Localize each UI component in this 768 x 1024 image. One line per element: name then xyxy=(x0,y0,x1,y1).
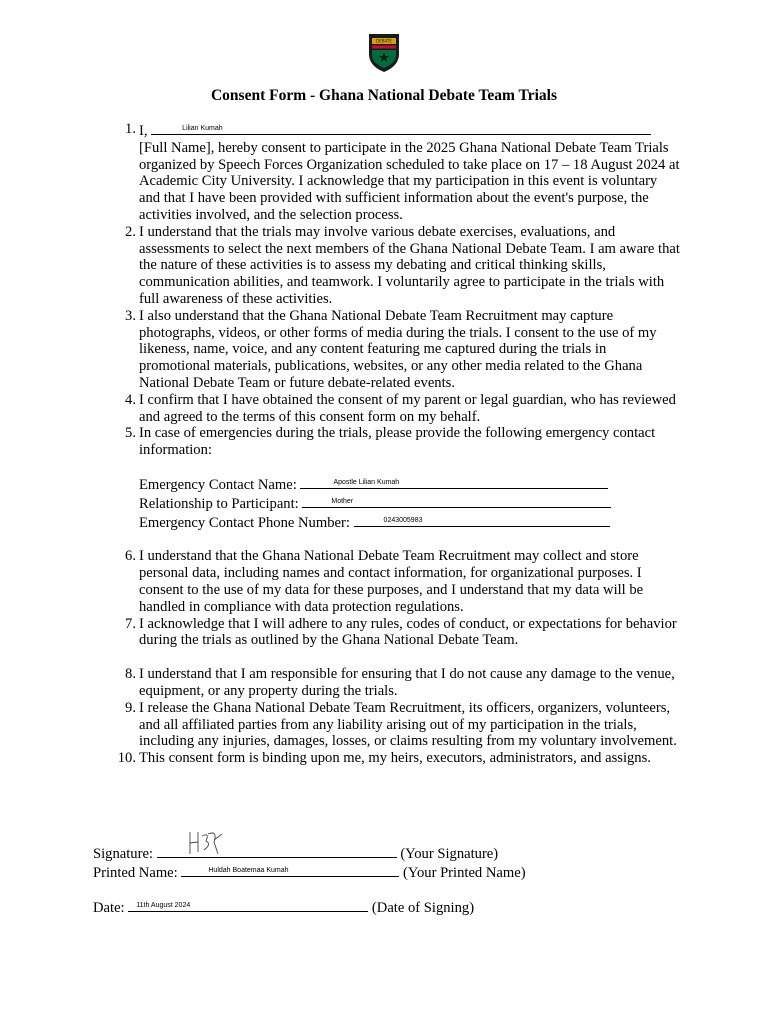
relationship-field[interactable]: Mother xyxy=(302,494,611,508)
relationship-label: Relationship to Participant: xyxy=(139,495,299,512)
phone-label: Emergency Contact Phone Number: xyxy=(139,514,350,531)
consent-items xyxy=(110,121,680,767)
list-item: 8. I understand that I am responsible for ensuring that I do not cause any damage to the venue, equipment, or any property during the trials. xyxy=(125,666,675,699)
signature-field[interactable] xyxy=(157,844,397,858)
list-item: 1. I, Lilian Kumah [Full Name], hereby consent to participate in the 2025 Ghana National Debate Team Trials organized by Speech Forces Organization scheduled to take place on 17 – 18 August 2024 at Academic City University. I acknowledge that my participation in this event is voluntary and that I have been provided with sufficient information about the event's purpose, the activities involved, and the selection process. xyxy=(125,121,680,223)
svg-text:DEBATE: DEBATE xyxy=(376,38,392,44)
emergency-contact xyxy=(139,475,680,531)
list-item: 4. I confirm that I have obtained the consent of my parent or legal guardian, who has reviewed and agreed to the terms of this consent form on my behalf. xyxy=(125,391,676,425)
date-label: Date: xyxy=(93,900,125,916)
printed-name-label: Printed Name: xyxy=(93,865,178,881)
list-item: 3. I also understand that the Ghana National Debate Team Recruitment may capture photographs, videos, or other forms of media during the trials. I consent to the use of my likeness, name, voice, and any content featuring me captured during the trials in promotional materials, publications, websites, or any other media related to the Ghana National Debate Team or future debate-related events. xyxy=(125,307,657,391)
page-title: Consent Form - Ghana National Debate Team Trials xyxy=(210,87,558,104)
full-name-value: Lilian Kumah xyxy=(182,125,223,132)
list-item: 10. This consent form is binding upon me, my heirs, executors, administrators, and assigns. xyxy=(117,750,651,767)
list-item: 6. I understand that the Ghana National Debate Team Recruitment may collect and store personal data, including names and contact information, for organizational purposes. I consent to the use of my data for these purposes, and I understand that my data will be handled in compliance with data protection regulations. xyxy=(125,548,644,615)
list-item: 2. I understand that the trials may involve various debate exercises, evaluations, and assessments to select the next members of the Ghana National Debate Team. I am aware that the nature of these activities is to assess my debating and critical thinking skills, communication abilities, and teamwork. I voluntarily agree to participate in the trials with full awareness of these activities. xyxy=(125,223,680,307)
full-name-field[interactable] xyxy=(151,121,651,135)
list-item: 5. In case of emergencies during the trials, please provide the following emergency contact information: Emergency Contact Name: Apostle Lilian Kumah Relationship to Participant: Mother Emergency Contact Phone Number: 0243005983 xyxy=(110,425,680,548)
emergency-name-label: Emergency Contact Name: xyxy=(139,476,297,493)
printed-name-field[interactable]: Huldah Boatemaa Kumah xyxy=(181,863,399,877)
phone-field[interactable]: 0243005983 xyxy=(354,513,610,527)
ghana-debate-crest-icon xyxy=(366,30,402,74)
date-field[interactable]: 11th August 2024 xyxy=(128,898,368,912)
signature-label: Signature: xyxy=(93,846,153,862)
signature-block: Signature: (Your Signature) Printed Name: Huldah Boatemaa Kumah (Your Printed Name) Date: 11th August 2024 (Date of Signing) xyxy=(93,846,526,916)
emergency-name-field[interactable]: Apostle Lilian Kumah xyxy=(300,475,608,489)
list-item: 9. I release the Ghana National Debate Team Recruitment, its officers, organizers, volunteers, and all affiliated parties from any liability arising out of my participation in the trials, including any injuries, damages, losses, or claims resulting from my voluntary involvement. xyxy=(125,699,677,750)
list-item: 7. I acknowledge that I will adhere to any rules, codes of conduct, or expectations for behavior during the trials as outlined by the Ghana National Debate Team. xyxy=(125,615,677,649)
